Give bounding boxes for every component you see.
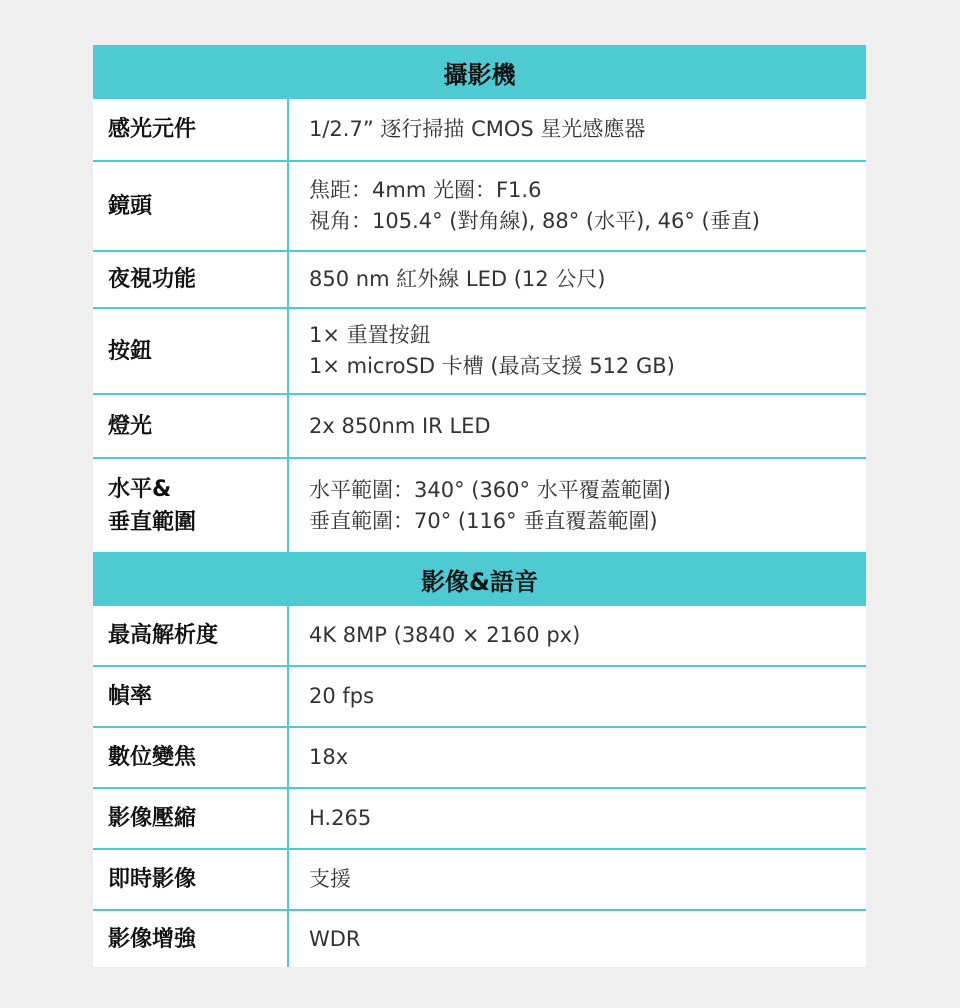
spec-label-text: 最高解析度 xyxy=(108,623,219,648)
spec-label-text: 感光元件 xyxy=(108,117,197,142)
spec-label xyxy=(93,728,289,787)
spec-value xyxy=(289,309,866,393)
spec-label-text: 燈光 xyxy=(108,413,153,439)
spec-row-frame-rate xyxy=(93,667,866,728)
spec-value-text: WDR xyxy=(309,926,361,951)
spec-label-text: 夜視功能 xyxy=(108,267,197,292)
spec-row-max-resolution xyxy=(93,606,866,667)
spec-value xyxy=(289,850,866,909)
spec-value xyxy=(289,252,866,307)
spec-label-text: 數位變焦 xyxy=(108,745,197,770)
spec-label xyxy=(93,789,289,848)
spec-row-buttons xyxy=(93,309,866,395)
spec-value-text: 2x 850nm IR LED xyxy=(309,413,491,438)
spec-value xyxy=(289,99,866,160)
spec-value-text: 4K 8MP (3840 × 2160 px) xyxy=(309,623,581,647)
spec-value-text: 水平範圍：340° (360° 水平覆蓋範圍) xyxy=(309,477,671,502)
spec-value xyxy=(289,162,866,250)
spec-label-text: 影像增強 xyxy=(108,926,197,952)
spec-label xyxy=(93,911,289,967)
spec-label xyxy=(93,667,289,726)
spec-value-text: 焦距：4mm 光圈：F1.6 xyxy=(309,178,542,202)
spec-value-text: 1× microSD 卡槽 (最高支援 512 GB) xyxy=(309,354,675,378)
spec-row-video-compression xyxy=(93,789,866,850)
spec-label-text: 水平& xyxy=(108,476,172,502)
spec-value-text: 垂直範圍：70° (116° 垂直覆蓋範圍) xyxy=(309,508,658,533)
spec-row-digital-zoom xyxy=(93,728,866,789)
spec-value-text: 1× 重置按鈕 xyxy=(309,323,431,347)
spec-label xyxy=(93,162,289,250)
spec-value-text: H.265 xyxy=(309,806,372,830)
spec-row-night-vision xyxy=(93,252,866,309)
spec-value-text: 支援 xyxy=(309,867,351,891)
video-audio-section-title: 影像&語音 xyxy=(93,552,866,606)
camera-section-title: 攝影機 xyxy=(93,45,866,99)
spec-label xyxy=(93,459,289,552)
spec-value xyxy=(289,667,866,726)
spec-label-text: 鏡頭 xyxy=(108,193,153,219)
spec-label-text: 垂直範圍 xyxy=(108,509,197,535)
spec-row-sensor xyxy=(93,99,866,162)
spec-label-text: 即時影像 xyxy=(108,867,197,892)
spec-value xyxy=(289,459,866,552)
spec-label xyxy=(93,252,289,307)
spec-row-lens xyxy=(93,162,866,252)
spec-row-pan-tilt xyxy=(93,459,866,552)
spec-sheet xyxy=(93,45,866,967)
spec-label xyxy=(93,850,289,909)
spec-label xyxy=(93,99,289,160)
spec-label-text: 影像壓縮 xyxy=(108,806,197,831)
spec-row-image-enhancement xyxy=(93,911,866,967)
spec-value xyxy=(289,606,866,665)
spec-value xyxy=(289,911,866,967)
spec-label-text: 按鈕 xyxy=(108,338,153,364)
spec-value-text: 20 fps xyxy=(309,684,375,708)
spec-value-text: 1/2.7” 逐行掃描 CMOS 星光感應器 xyxy=(309,117,646,141)
spec-value xyxy=(289,728,866,787)
spec-row-lights xyxy=(93,395,866,459)
spec-value-text: 850 nm 紅外線 LED (12 公尺) xyxy=(309,267,606,291)
spec-value-text: 視角：105.4° (對角線), 88° (水平), 46° (垂直) xyxy=(309,209,760,233)
spec-label xyxy=(93,606,289,665)
spec-value xyxy=(289,789,866,848)
spec-label xyxy=(93,309,289,393)
spec-value-text: 18x xyxy=(309,745,349,769)
spec-row-live-view xyxy=(93,850,866,911)
spec-label-text: 幀率 xyxy=(108,684,153,709)
spec-label xyxy=(93,395,289,457)
spec-value xyxy=(289,395,866,457)
